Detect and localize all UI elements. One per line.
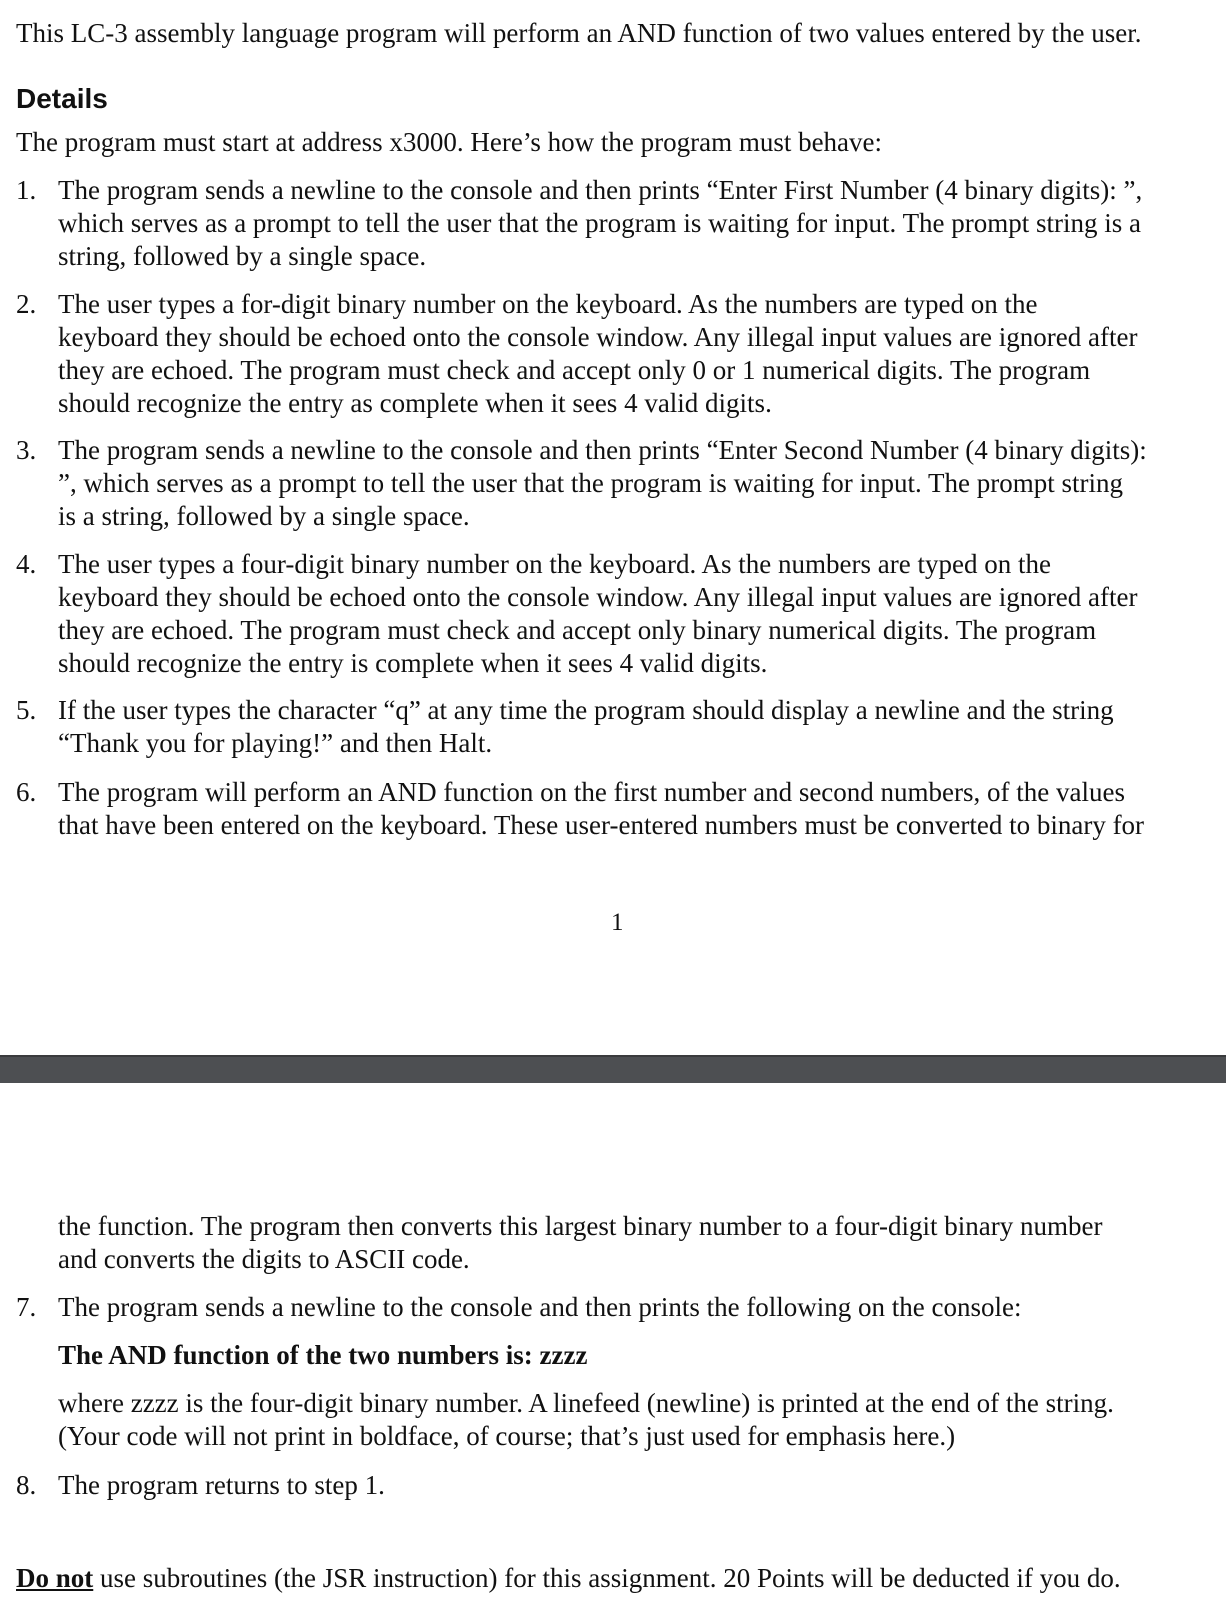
list-item-number: 5. (16, 695, 37, 725)
list-item-number: 3. (16, 435, 37, 465)
page-number: 1 (611, 909, 624, 936)
explanation-line: (Your code will not print in boldface, of course; that’s just used for emphasis here.) (58, 1421, 956, 1451)
list-item-line: string, followed by a single space. (58, 241, 427, 271)
list-item-line: is a string, followed by a single space. (58, 501, 470, 531)
details-heading: Details (16, 83, 108, 114)
list-item-number: 4. (16, 549, 37, 579)
list-item-line: and converts the digits to ASCII code. (58, 1244, 470, 1274)
list-item-number: 7. (16, 1292, 37, 1322)
list-item-line: ”, which serves as a prompt to tell the user that the program is waiting for input. The prompt string (58, 468, 1124, 498)
list-item-line: they are echoed. The program must check and accept only 0 or 1 numerical digits. The program (58, 355, 1091, 385)
output-explanation (58, 1387, 1114, 1453)
list-item-line: keyboard they should be echoed onto the console window. Any illegal input values are ignored after (58, 582, 1138, 612)
list-item-6-continuation (58, 1210, 1102, 1276)
list-item-line: If the user types the character “q” at any time the program should display a newline and the string (58, 695, 1114, 725)
list-item-number: 1. (16, 175, 37, 205)
output-example: The AND function of the two numbers is: zzzz (58, 1340, 588, 1370)
list-item-line: the function. The program then converts this largest binary number to a four-digit binary number (58, 1211, 1103, 1241)
start-paragraph: The program must start at address x3000. Here’s how the program must behave: (16, 127, 883, 157)
footer-emphasis: Do not (16, 1563, 94, 1593)
list-item-line: The user types a for-digit binary number on the keyboard. As the numbers are typed on the (58, 289, 1038, 319)
list-item-line: The program returns to step 1. (58, 1470, 385, 1500)
footer-text: use subroutines (the JSR instruction) for this assignment. 20 Points will be deducted if you do. (93, 1563, 1121, 1593)
list-item-line: should recognize the entry as complete when it sees 4 valid digits. (58, 388, 772, 418)
page-separator (0, 1055, 1226, 1083)
list-item-line: keyboard they should be echoed onto the console window. Any illegal input values are ignored after (58, 322, 1138, 352)
list-item-line: that have been entered on the keyboard. These user-entered numbers must be converted to binary for (58, 810, 1145, 840)
list-item-line: The user types a four-digit binary number on the keyboard. As the numbers are typed on the (58, 549, 1051, 579)
list-item-line: which serves as a prompt to tell the user that the program is waiting for input. The prompt string is a (58, 208, 1142, 238)
list-item-number: 6. (16, 777, 37, 807)
list-item-line: The program sends a newline to the console and then prints the following on the console: (58, 1292, 1022, 1322)
list-item-line: should recognize the entry is complete when it sees 4 valid digits. (58, 648, 768, 678)
list-item-line: they are echoed. The program must check and accept only binary numerical digits. The program (58, 615, 1097, 645)
list-item-line: The program sends a newline to the console and then prints “Enter Second Number (4 binary digits): (58, 435, 1147, 465)
intro-paragraph: This LC-3 assembly language program will perform an AND function of two values entered by the user. (16, 18, 1142, 48)
list-item-line: The program will perform an AND function on the first number and second numbers, of the values (58, 777, 1125, 807)
footer-note (16, 1562, 1121, 1595)
list-item-number: 2. (16, 289, 37, 319)
list-item-line: The program sends a newline to the console and then prints “Enter First Number (4 binary digits): ”, (58, 175, 1143, 205)
list-item-line: “Thank you for playing!” and then Halt. (58, 728, 493, 758)
list-item-number: 8. (16, 1470, 37, 1500)
explanation-line: where zzzz is the four-digit binary number. A linefeed (newline) is printed at the end of the string. (58, 1388, 1114, 1418)
